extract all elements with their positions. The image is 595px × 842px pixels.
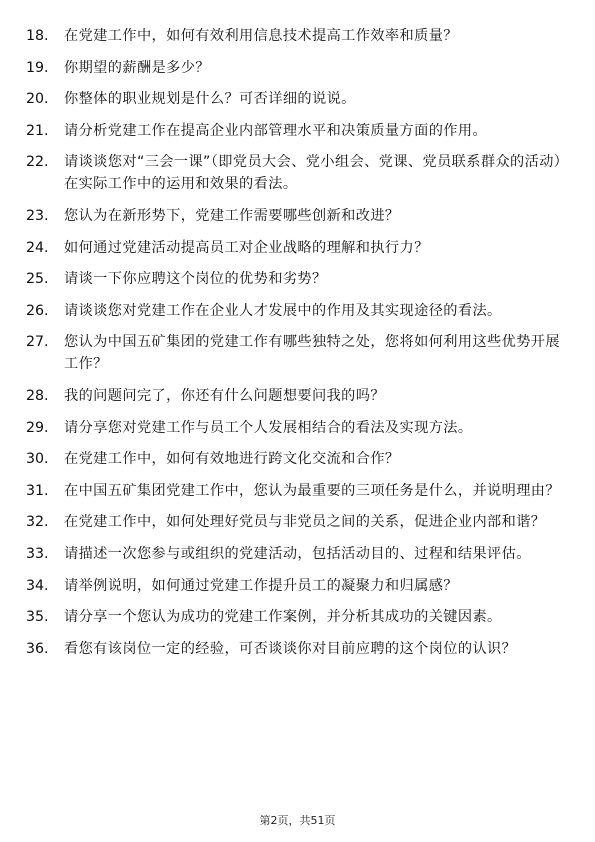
question-item [26,448,566,470]
question-text: 看您有该岗位一定的经验，可否谈谈你对目前应聘的这个岗位的认识？ [64,640,517,657]
question-number: 35. [26,609,49,626]
question-item [26,57,566,79]
question-number: 31. [26,482,49,499]
question-number: 29. [26,419,49,436]
question-number: 24. [26,239,49,256]
question-text: 在党建工作中，如何有效地进行跨文化交流和合作？ [64,451,400,468]
question-number: 30. [26,451,49,468]
question-item [26,638,566,660]
question-list [26,25,566,669]
question-text: 您认为在新形势下，党建工作需要哪些创新和改进？ [64,207,400,224]
question-item [26,417,566,439]
question-text: 我的问题问完了，你还有什么问题想要问我的吗？ [64,387,385,404]
question-text: 请谈谈您对“三会一课”（即党员大会、党小组会、党课、党员联系群众的活动）在实际工作中的运用和效果的看法。 [64,154,562,193]
question-text: 请举例说明，如何通过党建工作提升员工的凝聚力和归属感？ [64,577,458,594]
question-item [26,575,566,597]
question-number: 34. [26,577,49,594]
question-number: 33. [26,545,49,562]
question-text: 如何通过党建活动提高员工对企业战略的理解和执行力？ [64,239,429,256]
question-number: 20. [26,91,49,108]
question-number: 19. [26,59,49,76]
question-number: 36. [26,640,49,657]
question-item [26,268,566,290]
page-number-footer: 第2页，共51页 [259,814,336,827]
question-item [26,543,566,565]
question-number: 18. [26,28,49,44]
question-number: 27. [26,334,49,351]
question-item [26,331,566,375]
question-number: 28. [26,387,49,404]
question-item [26,25,566,47]
question-text: 您认为中国五矿集团的党建工作有哪些独特之处，您将如何利用这些优势开展工作？ [64,334,560,373]
question-number: 25. [26,271,49,288]
question-item [26,205,566,227]
question-number: 32. [26,514,49,531]
question-text: 请谈谈您对党建工作在企业人才发展中的作用及其实现途径的看法。 [64,302,502,319]
question-item [26,88,566,110]
question-item [26,480,566,502]
question-text: 请分享一个您认为成功的党建工作案例，并分析其成功的关键因素。 [64,609,502,626]
question-text: 请描述一次您参与或组织的党建活动，包括活动目的、过程和结果评估。 [64,545,531,562]
question-item [26,151,566,195]
question-item [26,511,566,533]
question-text: 在中国五矿集团党建工作中，您认为最重要的三项任务是什么，并说明理由？ [64,482,560,499]
question-item [26,606,566,628]
question-item [26,385,566,407]
question-number: 26. [26,302,49,319]
question-text: 请分析党建工作在提高企业内部管理水平和决策质量方面的作用。 [64,122,488,139]
question-number: 23. [26,207,49,224]
question-text: 在党建工作中，如何有效利用信息技术提高工作效率和质量？ [64,28,458,44]
question-text: 请谈一下你应聘这个岗位的优势和劣势？ [64,271,327,288]
question-text: 你整体的职业规划是什么？可否详细的说说。 [64,91,356,108]
question-item [26,237,566,259]
question-item [26,120,566,142]
question-text: 在党建工作中，如何处理好党员与非党员之间的关系，促进企业内部和谐？ [64,514,546,531]
question-number: 21. [26,122,49,139]
question-text: 你期望的薪酬是多少？ [64,59,210,76]
question-text: 请分享您对党建工作与员工个人发展相结合的看法及实现方法。 [64,419,473,436]
question-number: 22. [26,154,49,171]
question-item [26,300,566,322]
